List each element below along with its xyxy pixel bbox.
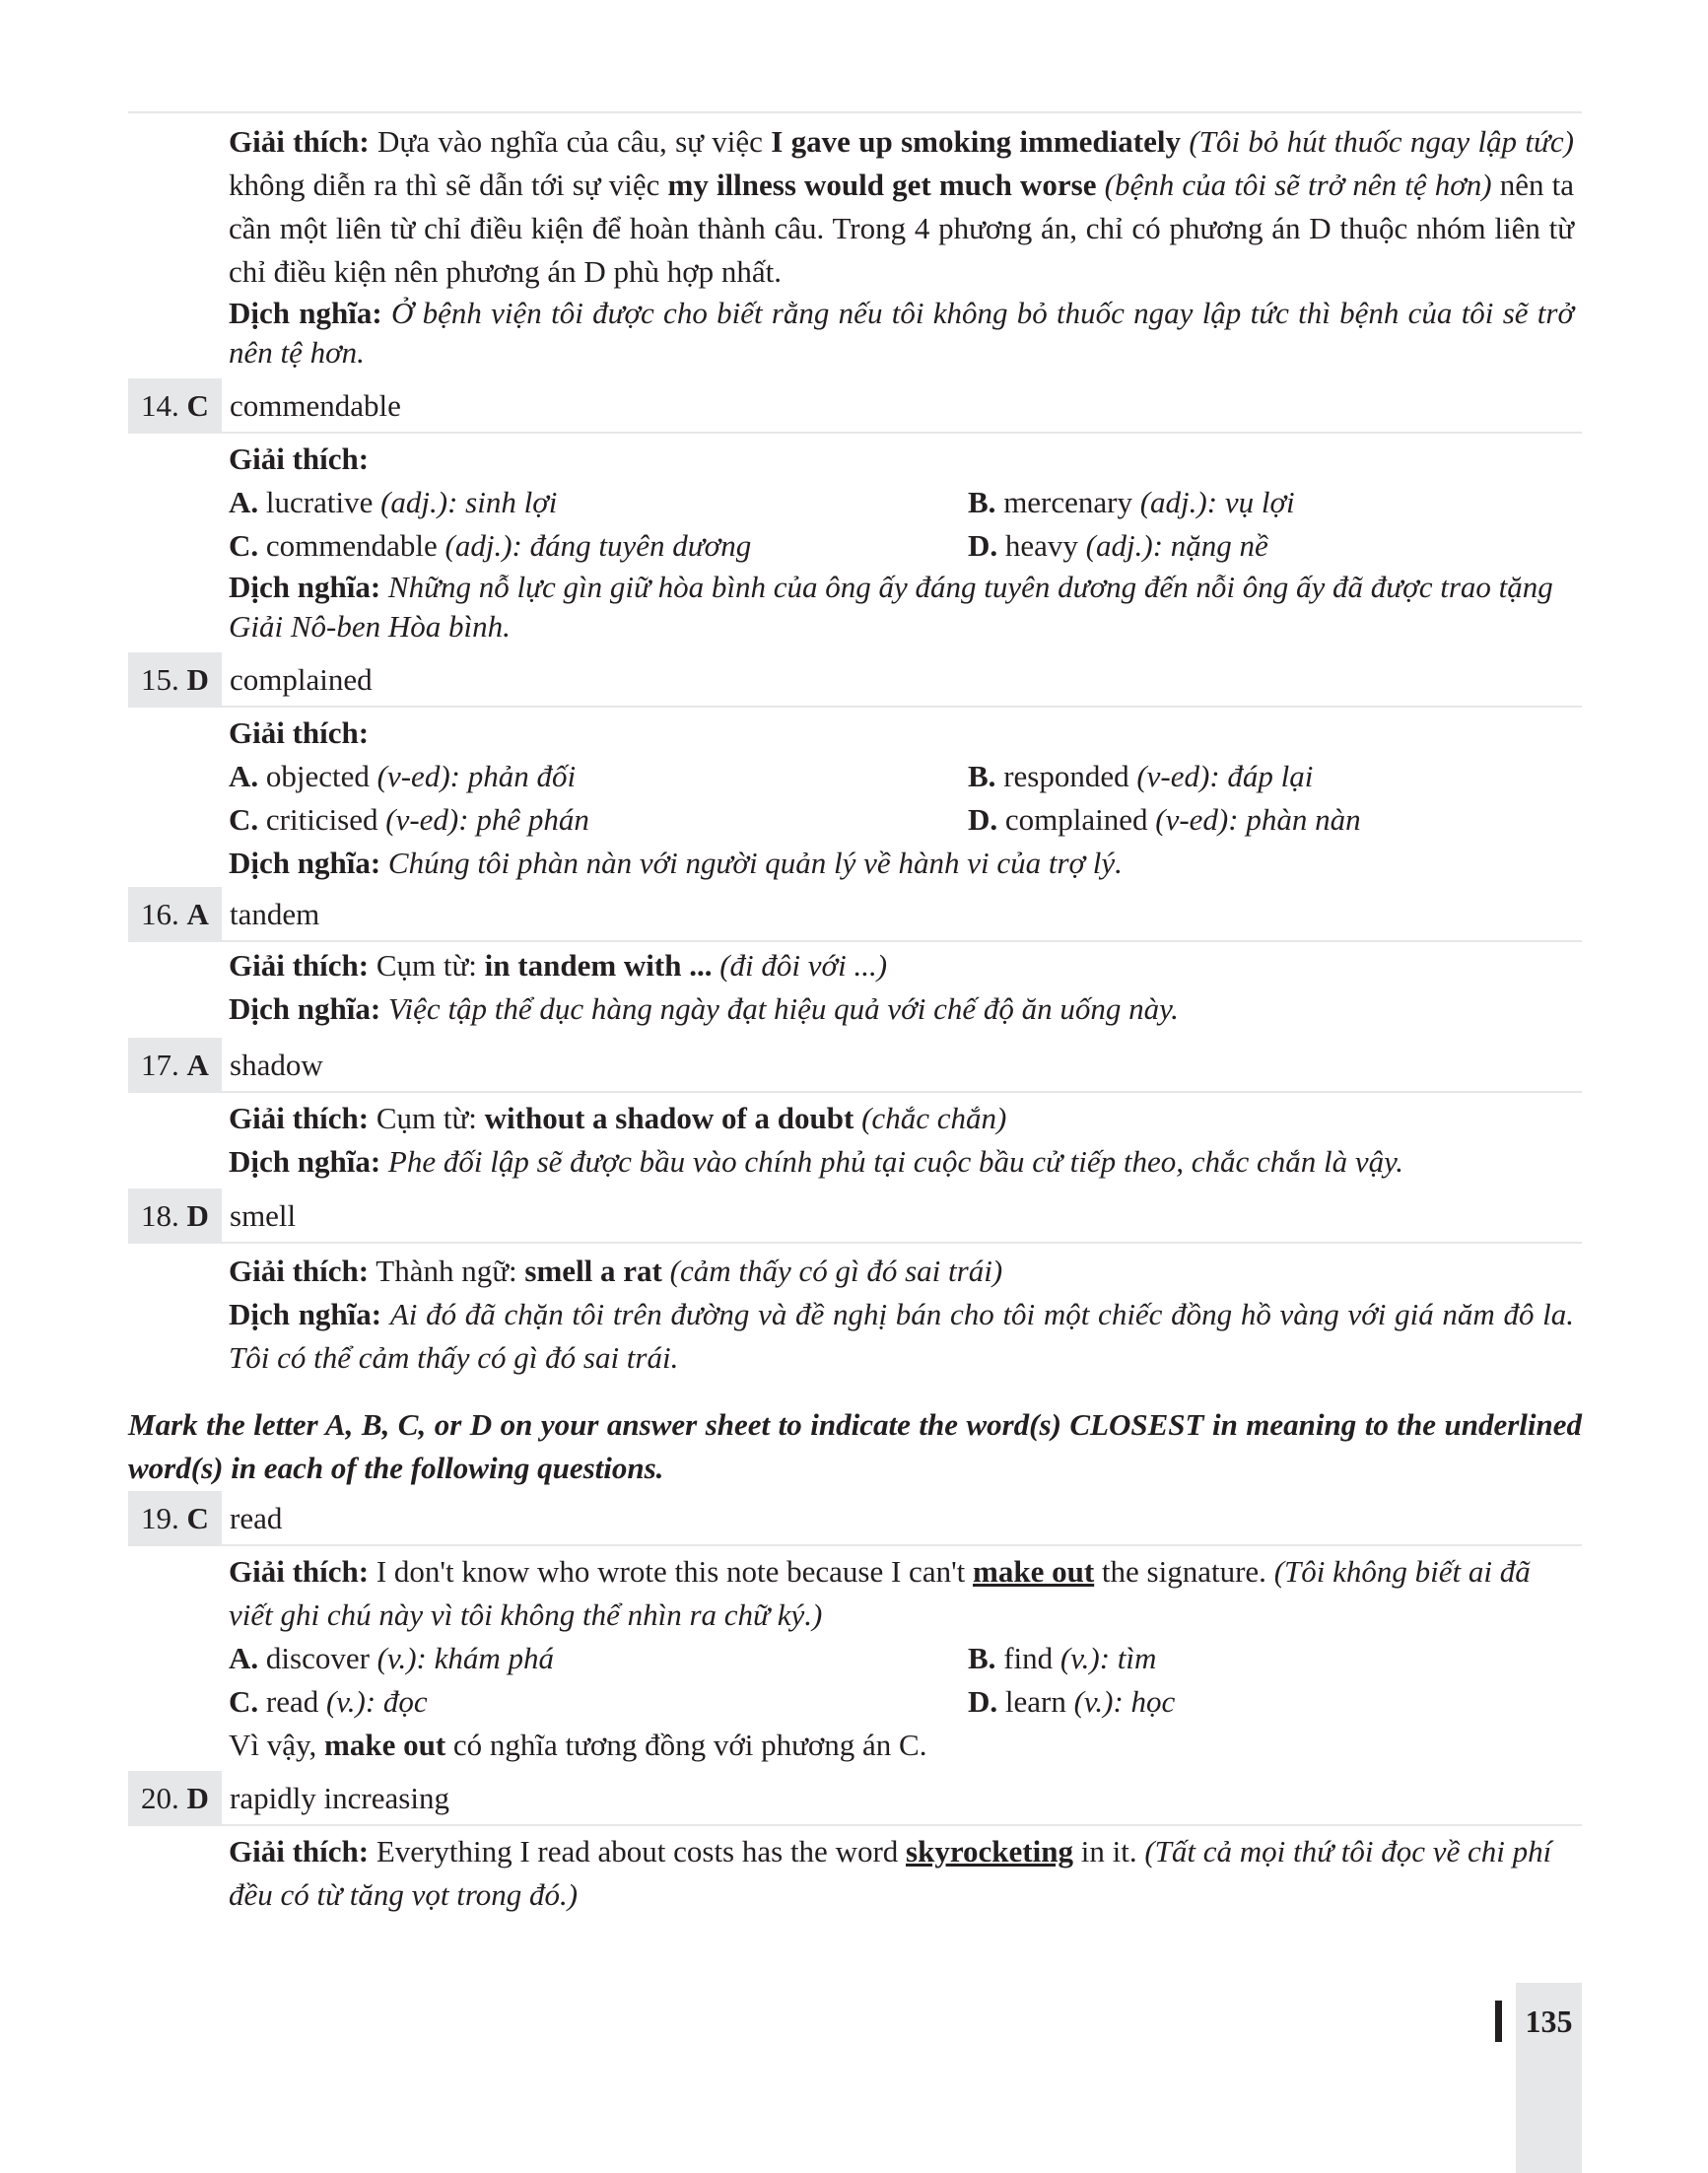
q15-option-b: B. responded (v-ed): đáp lại (968, 759, 1314, 793)
answer-row-17 (128, 1038, 1582, 1093)
answer-row-20 (128, 1771, 1582, 1826)
answer-row-15 (128, 652, 1582, 708)
q19-explanation (229, 1550, 1574, 1767)
q16-translation: Dịch nghĩa: Việc tập thể dục hàng ngày đạt hiệu quả với chế độ ăn uống này. (229, 991, 1179, 1026)
q19-option-d: D. learn (v.): học (968, 1684, 1176, 1719)
answer-number-16: 16. A (128, 887, 222, 942)
q14-option-c: C. commendable (adj.): đáng tuyên dương (229, 528, 752, 563)
answer-number-15: 15. D (128, 652, 222, 708)
underlined-phrase: make out (973, 1554, 1095, 1589)
answer-row-18 (128, 1188, 1582, 1244)
q15-translation: Dịch nghĩa: Chúng tôi phàn nàn với người quản lý về hành vi của trợ lý. (229, 846, 1123, 880)
q18-explain-text: Giải thích: Thành ngữ: smell a rat (cảm thấy có gì đó sai trái) (229, 1254, 1003, 1288)
q14-option-d: D. heavy (adj.): nặng nề (968, 528, 1268, 563)
q14-option-b: B. mercenary (adj.): vụ lợi (968, 485, 1295, 519)
q14-translation: Dịch nghĩa: Những nỗ lực gìn giữ hòa bình của ông ấy đáng tuyên dương đến nỗi ông ấy đã được trao tặng Giải Nô-ben Hòa bình. (229, 570, 1553, 644)
answer-word-19: read (230, 1501, 283, 1535)
q14-options (229, 481, 1574, 568)
answer-row-19 (128, 1491, 1582, 1546)
q19-option-b: B. find (v.): tìm (968, 1641, 1157, 1675)
q17-explanation (229, 1097, 1574, 1184)
q19-option-a: A. discover (v.): khám phá (229, 1641, 555, 1675)
answer-word-18: smell (230, 1198, 297, 1233)
answer-word-20: rapidly increasing (230, 1781, 449, 1815)
answer-number-14: 14. C (128, 378, 222, 434)
q15-option-d: D. complained (v-ed): phàn nàn (968, 802, 1361, 837)
answer-number-19: 19. C (128, 1491, 222, 1546)
q13-translation: Dịch nghĩa: Ở bệnh viện tôi được cho biết rằng nếu tôi không bỏ thuốc ngay lập tức thì bệnh của tôi sẽ trở nên tệ hơn. (229, 296, 1575, 370)
q15-options (229, 755, 1574, 842)
answer-word-16: tandem (230, 897, 320, 931)
q13-explanation (229, 120, 1574, 373)
q14-explanation (229, 438, 1574, 646)
page-marker-bar (1495, 2001, 1502, 2042)
answer-number-17: 17. A (128, 1038, 222, 1093)
answer-row-14 (128, 378, 1582, 434)
q19-options (229, 1637, 1574, 1724)
q19-explain-text: Giải thích: I don't know who wrote this note because I can't make out the signature. (Tôi không biết ai đã viết ghi chú này vì tôi không thể nhìn ra chữ ký.) (229, 1554, 1531, 1632)
q16-explanation (229, 944, 1574, 1031)
q16-explain-text: Giải thích: Cụm từ: in tandem with ... (đi đôi với ...) (229, 948, 888, 983)
underlined-phrase: skyrocketing (906, 1834, 1073, 1868)
answer-row-16 (128, 887, 1582, 942)
q18-translation: Dịch nghĩa: Ai đó đã chặn tôi trên đường và đề nghị bán cho tôi một chiếc đồng hồ vàng với giá năm đô la. Tôi có thể cảm thấy có gì đó sai trái. (229, 1297, 1575, 1375)
q15-option-a: A. objected (v-ed): phản đối (229, 759, 577, 793)
answer-word-15: complained (230, 662, 373, 697)
q14-explain-label: Giải thích: (229, 441, 370, 476)
q15-explain-label: Giải thích: (229, 715, 370, 750)
q15-explanation (229, 712, 1574, 885)
q19-conclusion: Vì vậy, make out có nghĩa tương đồng với phương án C. (229, 1728, 927, 1762)
q14-option-a: A. lucrative (adj.): sinh lợi (229, 485, 558, 519)
top-divider (128, 111, 1582, 113)
q18-explanation (229, 1250, 1574, 1380)
answer-number-18: 18. D (128, 1188, 222, 1244)
answer-word-17: shadow (230, 1048, 323, 1082)
section-instruction: Mark the letter A, B, C, or D on your answer sheet to indicate the word(s) CLOSEST in meaning to the underlined word(s) in each of the following questions. (128, 1407, 1582, 1485)
q13-explain-text: Giải thích: Dựa vào nghĩa của câu, sự việc I gave up smoking immediately (Tôi bỏ hút thuốc ngay lập tức) không diễn ra thì sẽ dẫn tới sự việc my illness would get much worse (bệnh của tôi sẽ trở nên tệ hơn) nên ta cần một liên từ chỉ điều kiện để hoàn thành câu. Trong 4 phương án, chỉ có phương án D thuộc nhóm liên từ chỉ điều kiện nên phương án D phù hợp nhất. (229, 124, 1575, 289)
answer-word-14: commendable (230, 388, 401, 423)
q19-option-c: C. read (v.): đọc (229, 1684, 428, 1719)
q17-translation: Dịch nghĩa: Phe đối lập sẽ được bầu vào chính phủ tại cuộc bầu cử tiếp theo, chắc chắn là vậy. (229, 1144, 1403, 1179)
q20-explain-text: Giải thích: Everything I read about costs has the word skyrocketing in it. (Tất cả mọi thứ tôi đọc về chi phí đều có từ tăng vọt trong đó.) (229, 1834, 1552, 1912)
q15-option-c: C. criticised (v-ed): phê phán (229, 802, 589, 837)
page-number: 135 (1525, 2003, 1573, 2039)
answer-number-20: 20. D (128, 1771, 222, 1826)
q20-explanation (229, 1830, 1574, 1917)
q17-explain-text: Giải thích: Cụm từ: without a shadow of a doubt (chắc chắn) (229, 1101, 1007, 1135)
